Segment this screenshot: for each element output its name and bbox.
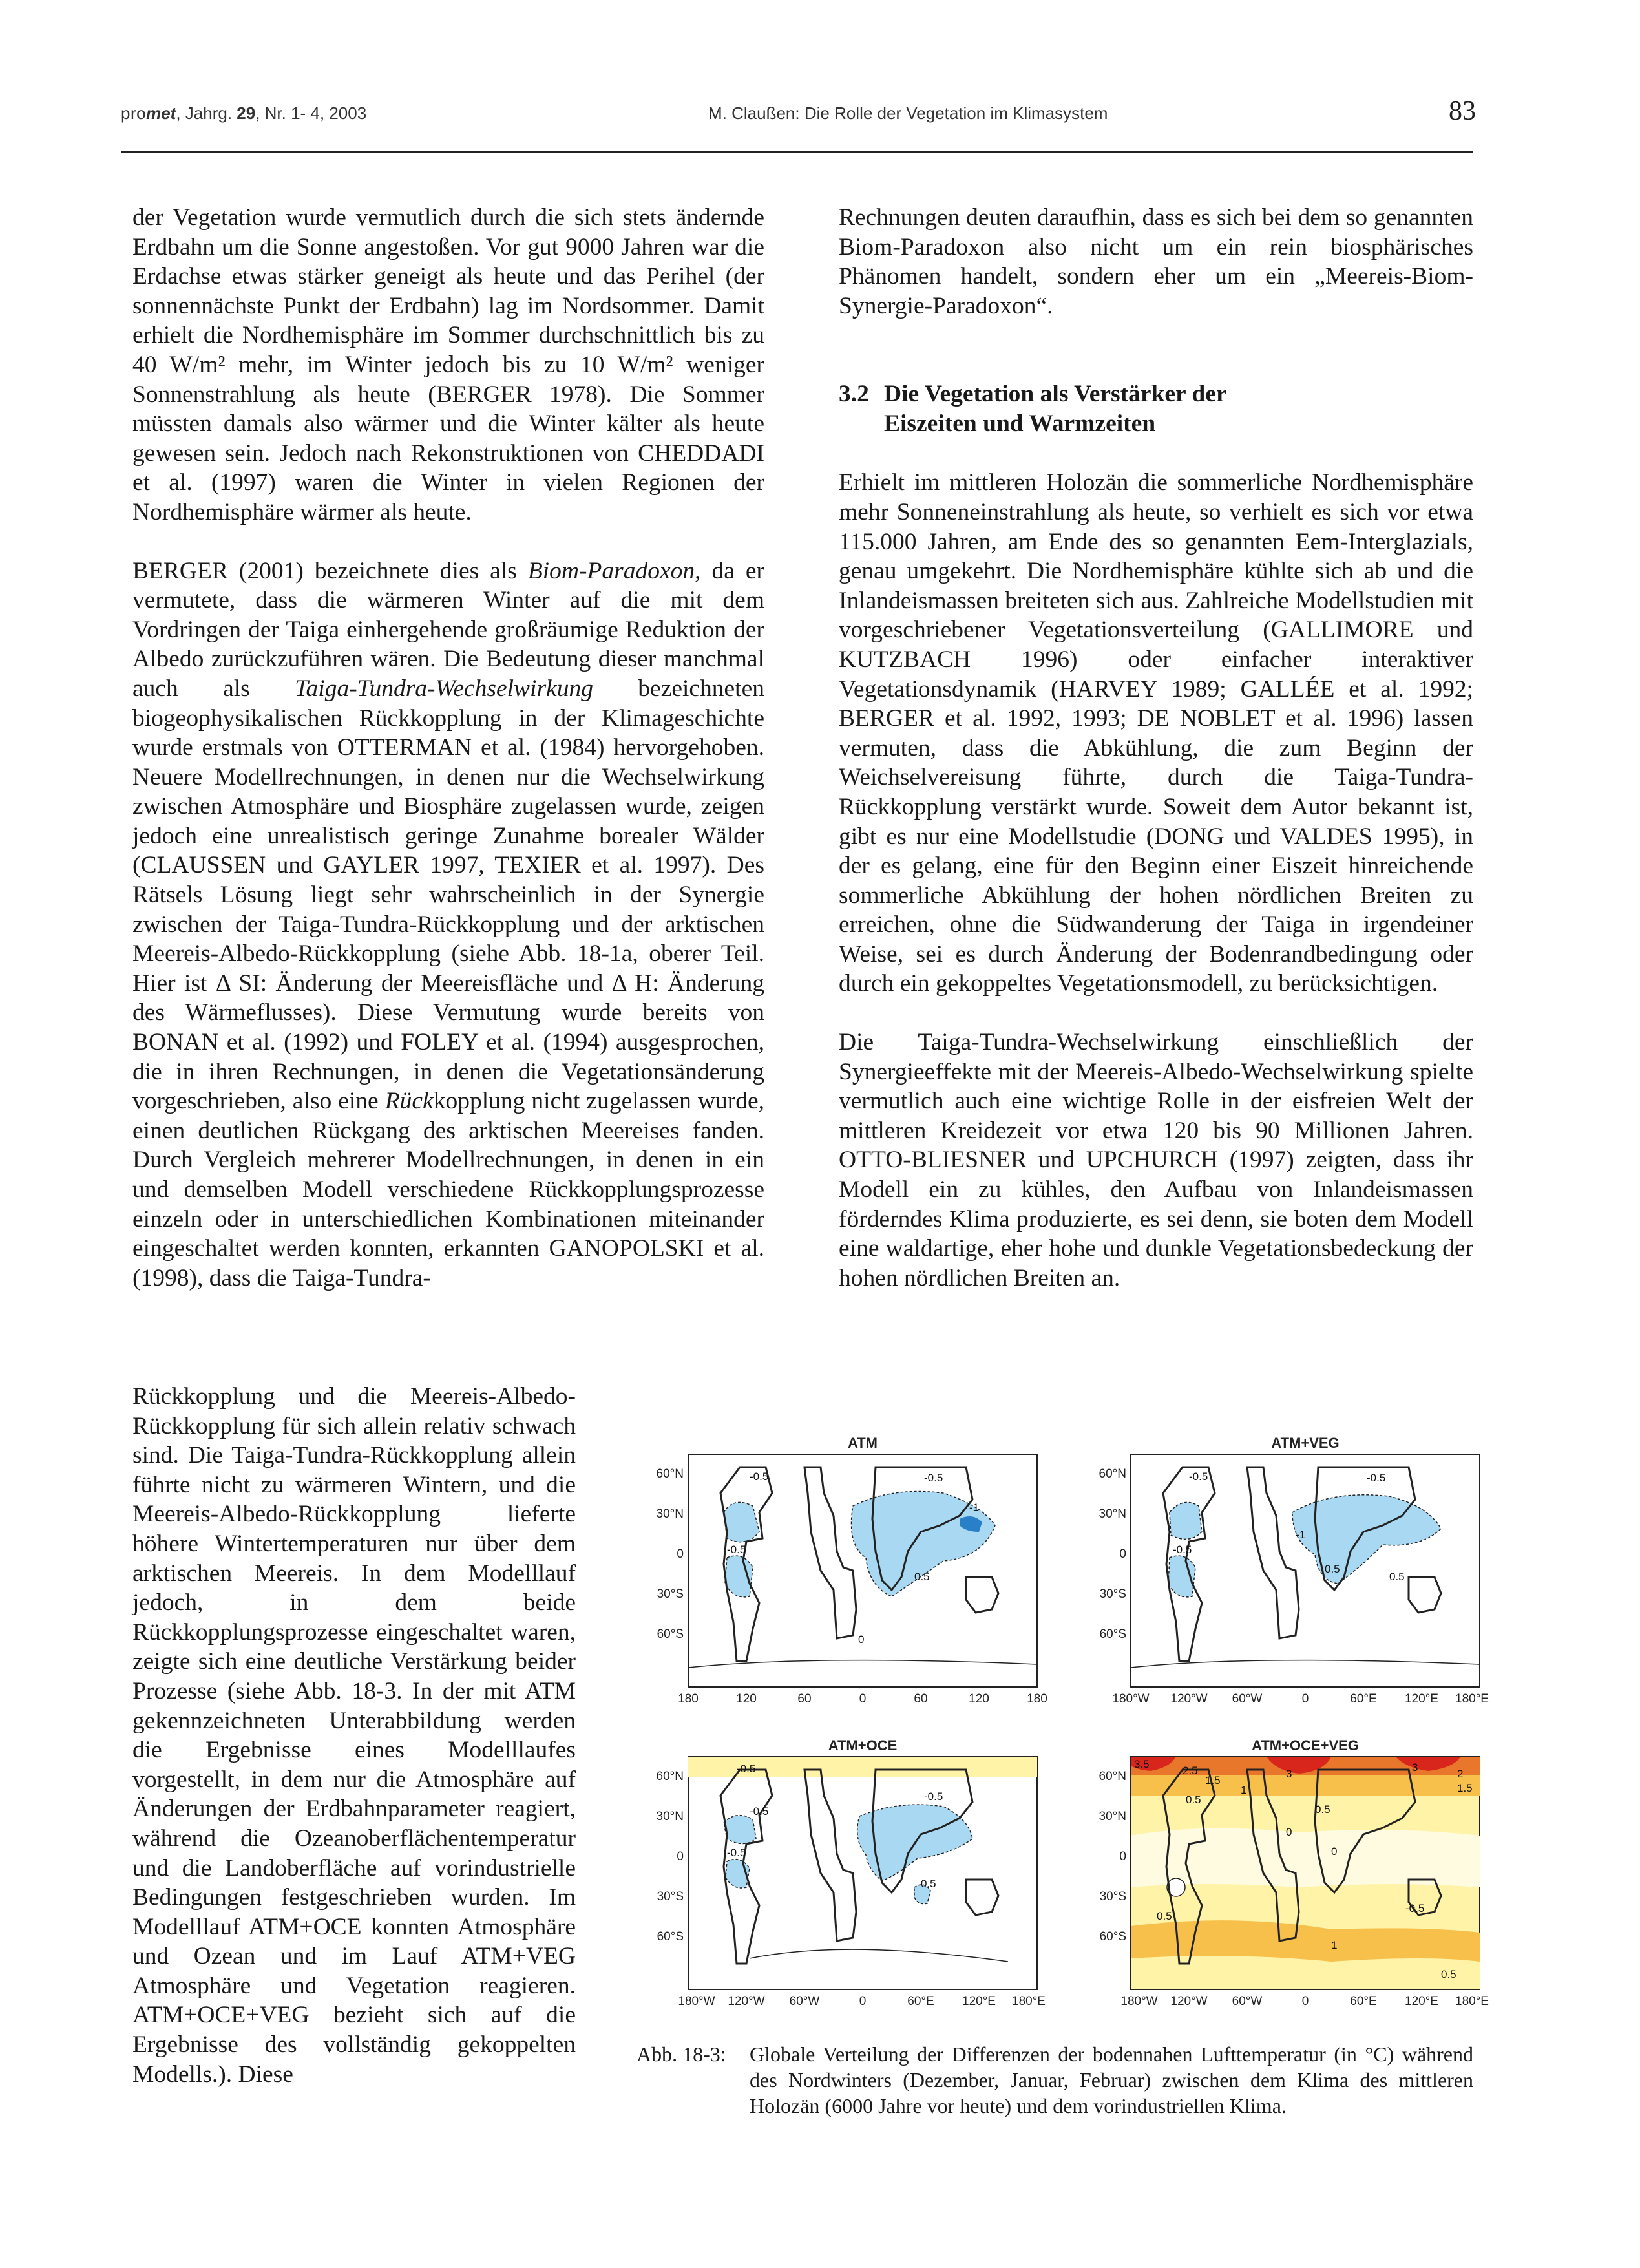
contour-label: -0.5 [1367,1472,1386,1484]
issue-info: , Nr. 1- 4, 2003 [255,103,367,123]
lon-label: 0 [1301,1995,1309,2008]
lon-label: 60°E [907,1995,934,2008]
left-paragraph-3: Rückkopplung und die Meereis-Albedo-Rückkopplung für sich allein relativ schwach sind. Die Taiga-Tundra-Rückkopplung allein führte nicht zu wärmeren Wintern, und die Meereis-Albedo-Rückkopplung lieferte höhere Wintertemperaturen nur über dem arktischen Meereis. In dem Modelllauf jedoch, in dem beide Rückkopplungsprozesse eingeschaltet waren, zeigte sich eine deutliche Verstärkung beider Prozesse (siehe Abb. 18-3. In der mit ATM gekennzeichneten Unterabbildung werden die Ergebnisse eines Modelllaufes vorgestellt, in dem nur die Atmosphäre auf Änderungen der Erdbahnparameter reagiert, während die Ozeanoberflächentemperatur und die Landoberfläche auf vorindustrielle Bedingungen festgeschrieben wurden. Im Modelllauf ATM+OCE konnten Atmosphäre und Ozean und im Lauf ATM+VEG Atmosphäre und Vegetation reagieren. ATM+OCE+VEG bezieht sich auf die Ergebnisse des vollständig gekoppelten Modells.). Diese [132,1383,576,2088]
contour-label: 0 [858,1633,865,1646]
lon-label: 180°E [1012,1995,1046,2008]
right-paragraph-2: Erhielt im mittleren Holozän die sommerliche Nordhemisphäre mehr Sonneneinstrahlung als heute, so verhielt es sich vor etwa 115.000 Jahren, am Ende des so genannten Eem-Interglazials, genau umgekehrt. Die Nordhemisphäre kühlte sich ab und die Inlandeismassen breiteten sich aus. Zahlreiche Modellstudien mit vorgeschriebener Vegetationsverteilung (GALLIMORE und KUTZBACH 1996) oder einfacher interaktiver Vegetationsdynamik (HARVEY 1989; GALLÉE et al. 1992; BERGER et al. 1992, 1993; DE NOBLET et al. 1996) lassen vermuten, dass die Abkühlung, die zum Beginn der Weichselvereisung führte, durch die Taiga-Tundra-Rückkopplung verstärkt wurde. Soweit dem Autor bekannt ist, gibt es nur eine Modellstudie (DONG und VALDES 1995), in der es gelang, eine für den Beginn einer Eiszeit hinreichende sommerliche Abkühlung der hohen nördlichen Breiten zu erreichen, ohne die Südwanderung der Taiga in irgendeiner Weise, sei es durch Änderung der Bodenrandbedingung oder durch ein gekoppeltes Vegetationsmodell, zu berücksichtigen. [839,469,1474,997]
figure-18-3 [620,1435,1499,2030]
lon-label: 60 [797,1692,812,1706]
contour-label: 0 [1331,1845,1338,1858]
contour-label: -0.5 [727,1543,746,1556]
right-paragraph-3: Die Taiga-Tundra-Wechselwirkung einschließlich der Synergieeffekte mit der Meereis-Albedo-Wechselwirkung spielte vermutlich auch eine wichtige Rolle in der eisfreien Welt der mittleren Kreidezeit vor etwa 120 bis 90 Millionen Jahren. OTTO-BLIESNER und UPCHURCH (1997) zeigten, dass ihr Modell ein zu kühles, den Aufbau von Inlandeismassen förderndes Klima produzierte, es sei denn, sie boten dem Modell eine waldartige, eher hohe und dunkle Vegetationsbedeckung der hohen nördlichen Breiten an. [839,1029,1473,1291]
contour-label: 0.5 [1325,1563,1340,1575]
lon-label: 120°W [1170,1692,1208,1706]
contour-label: 0.5 [914,1571,930,1583]
contour-label: -0.5 [924,1472,943,1484]
lon-label: 0 [859,1995,867,2008]
section-number: 3.2 [839,381,869,408]
contour-label: -1 [969,1501,980,1514]
section-heading [839,379,1473,439]
lat-label: 60°S [1099,1930,1126,1944]
section-title-line-1: Die Vegetation als Verstärker der [884,381,1227,408]
lon-label: 120°E [962,1995,996,2008]
right-paragraph-1: Rechnungen deuten daraufhin, dass es sich bei dem so genannten Biom-Paradoxon also nicht um ein rein biosphärisches Phänomen handelt, sondern eher um ein „Meereis-Biom-Synergie-Paradoxon“. [839,204,1473,319]
text-run: kopplung nicht zugelassen wurde, einen deutlichen Rückgang des arktischen Meereises fanden. Durch Vergleich mehrerer Modellrechnungen, in denen in ein und demselben Modell verschiedene Rückkopplungsprozesse einzeln oder in unterschiedlichen Kombinationen miteinander eingeschaltet werden konnten, erkannten GANOPOLSKI et al. (1998), dass die Taiga-Tundra- [132,1088,764,1291]
right-column [839,203,1473,1293]
lon-label: 0 [1301,1692,1309,1706]
lon-label: 60°E [1350,1692,1377,1706]
contour-label: -0.5 [1405,1902,1425,1914]
contour-label: 3.5 [1134,1758,1150,1770]
neutral-band [1131,1828,1480,1887]
panel-title: ATM [847,1435,878,1451]
lon-label: 120°W [1170,1995,1208,2008]
emphasis-biom-paradoxon: Biom-Paradoxon [527,557,695,584]
lat-label: 60°N [1099,1770,1126,1783]
lat-label: 30°S [657,1890,684,1903]
contour-label: -0.5 [750,1470,769,1483]
journal-info [121,103,366,123]
contour-label: -0.5 [1189,1470,1208,1483]
emphasis-rueck: Rück [384,1088,434,1115]
journal-met: met [146,103,176,123]
cooling-region [724,1816,756,1844]
journal-pro: pro [121,103,147,123]
contour-label: -0.5 [737,1763,756,1775]
lat-label: 0 [677,1850,684,1863]
lat-label: 0 [1119,1850,1126,1863]
running-title: M. Claußen: Die Rolle der Vegetation im Klimasystem [708,103,1108,123]
panel-title: ATM+VEG [1271,1435,1340,1451]
contour-label: 3 [1412,1761,1418,1774]
contour-label: 0.5 [1186,1794,1201,1806]
text-run: bezeichneten biogeophysikalischen Rückkopplung in der Klimageschichte wurde erstmals von OTTERMAN et al. (1984) hervorgehoben. Neuere Modellrechnungen, in denen nur die Wechselwirkung zwischen Atmosphäre und Biosphäre zugelassen wurde, zeigen jedoch eine unrealistisch geringe Zunahme borealer Wälder (CLAUSSEN und GAYLER 1997, TEXIER et al. 1997). Des Rätsels Lösung liegt sehr wahrscheinlich in der Synergie zwischen der Taiga-Tundra-Rückkopplung und der arktischen Meereis-Albedo-Rückkopplung (siehe Abb. 18-1a, oberer Teil. Hier ist Δ SI: Änderung der Meereisfläche und Δ H: Änderung des Wärmeflusses). Diese Vermutung wurde bereits von BONAN et al. (1992) und FOLEY et al. (1994) ausgesprochen, die in ihren Rechnungen, in denen die Vegetationsänderung vorgeschrieben, also eine [132,675,764,1115]
lat-label: 30°S [657,1587,684,1601]
section-title-line-2: Eiszeiten und Warmzeiten [884,410,1156,438]
contour-label: -0.5 [727,1847,746,1859]
lon-label: 120°E [1405,1995,1438,2008]
contour-label: 1 [1241,1784,1247,1796]
warming-band [1131,1956,1480,1989]
lat-label: 60°S [657,1930,684,1944]
contour-label: 2.5 [1183,1765,1198,1777]
lon-label: 60°W [789,1995,820,2008]
contour-label: 0 [1286,1826,1292,1838]
header-rule [121,151,1473,153]
lat-label: 60°S [657,1627,684,1641]
contour-label: 1.5 [1205,1774,1221,1786]
contour-label: -1 [1296,1529,1306,1541]
lat-label: 0 [1119,1547,1126,1561]
page-number: 83 [1449,96,1476,126]
lon-label: 60°W [1232,1995,1263,2008]
lat-label: 60°N [1099,1467,1126,1481]
contour-label: 1 [1331,1939,1338,1951]
lat-label: 60°N [656,1467,684,1481]
lat-label: 60°S [1099,1627,1126,1641]
lon-label: 120°E [1405,1692,1438,1706]
lat-label: 60°N [656,1770,684,1783]
lon-label: 60°E [1350,1995,1377,2008]
panel-title: ATM+OCE [828,1737,898,1754]
panel-title: ATM+OCE+VEG [1252,1737,1359,1754]
caption-label: Abb. 18-3: [636,2042,726,2066]
panel-atm-veg [1131,1435,1480,1687]
journal-rest: , Jahrg. [176,103,237,123]
left-column-narrow [132,1382,576,2089]
lon-label: 120 [969,1692,989,1706]
lon-label: 180°W [1112,1692,1150,1706]
lon-label: 180 [678,1692,699,1706]
lon-label: 60°W [1232,1692,1263,1706]
panel-atm-oce-veg [1131,1737,1480,1989]
lon-label: 180°W [1120,1995,1158,2008]
panel-atm-oce [688,1737,1037,1989]
panel-atm [688,1435,1037,1687]
caption-text: Globale Verteilung der Differenzen der bodennahen Lufttemperatur (in °C) während des Nordwinters (Dezember, Januar, Februar) zwischen dem Klima des mittleren Holozän (6000 Jahre vor heute) und dem vorindustriellen Klima. [750,2042,1473,2117]
contour-label: 0.5 [1315,1803,1330,1816]
lat-label: 30°N [1099,1810,1126,1823]
lat-label: 30°S [1099,1587,1126,1601]
lon-label: 180°E [1455,1995,1489,2008]
lat-label: 30°N [656,1810,684,1823]
left-paragraph-2 [132,556,764,1293]
contour-label: 2 [1457,1768,1464,1780]
lon-label: 180°E [1455,1692,1489,1706]
cooling-region [1170,1502,1202,1539]
lat-label: 0 [677,1547,684,1561]
lat-label: 30°N [656,1507,684,1521]
emphasis-taiga-tundra: Taiga-Tundra-Wechselwirkung [295,675,593,702]
contour-label: -0.5 [1173,1543,1192,1556]
contour-label: 0.5 [1441,1968,1456,1980]
lon-label: 180°W [678,1995,715,2008]
lon-label: 120 [736,1692,757,1706]
volume-number: 29 [237,103,256,123]
contour-label: 0.5 [921,1878,936,1890]
contour-label: 0.5 [1157,1910,1172,1922]
lat-label: 30°S [1099,1890,1126,1903]
text-run: , da er vermutete, dass die wärmeren Winter auf die mit dem Vordringen der Taiga einhergehende großräumige Reduktion der Albedo zurückzuführen wären. Die Bedeutung dieser manchmal auch als [132,557,764,702]
lon-label: 60 [914,1692,928,1706]
lat-label: 30°N [1099,1507,1126,1521]
contour-label: -0.5 [750,1805,769,1818]
text-run: BERGER (2001) bezeichnete dies als [132,557,528,584]
lon-label: 120°W [728,1995,765,2008]
contour-label: 1.5 [1457,1782,1473,1794]
contour-label: 3 [1286,1768,1292,1780]
lon-label: 180 [1027,1692,1047,1706]
contour-label: -0.5 [924,1790,943,1803]
lon-label: 0 [859,1692,867,1706]
contour-label: 0.5 [1389,1571,1405,1583]
left-paragraph-1: der Vegetation wurde vermutlich durch die sich stets ändernde Erdbahn um die Sonne angestoßen. Vor gut 9000 Jahren war die Erdachse etwas stärker geneigt als heute und das Perihel (der sonnennächste Punkt der Erdbahn) lag im Nordsommer. Damit erhielt die Nordhemisphäre im Sommer durchschnittlich bis zu 40 W/m² mehr, im Winter jedoch bis zu 10 W/m² weniger Sonnenstrahlung als heute (BERGER 1978). Die Sommer müssten damals also wärmer und die Winter kälter als heute gewesen sein. Jedoch nach Rekonstruktionen von CHEDDADI et al. (1997) waren die Winter in vielen Regionen der Nordhemisphäre wärmer als heute. [132,204,764,525]
left-column [132,203,764,1293]
